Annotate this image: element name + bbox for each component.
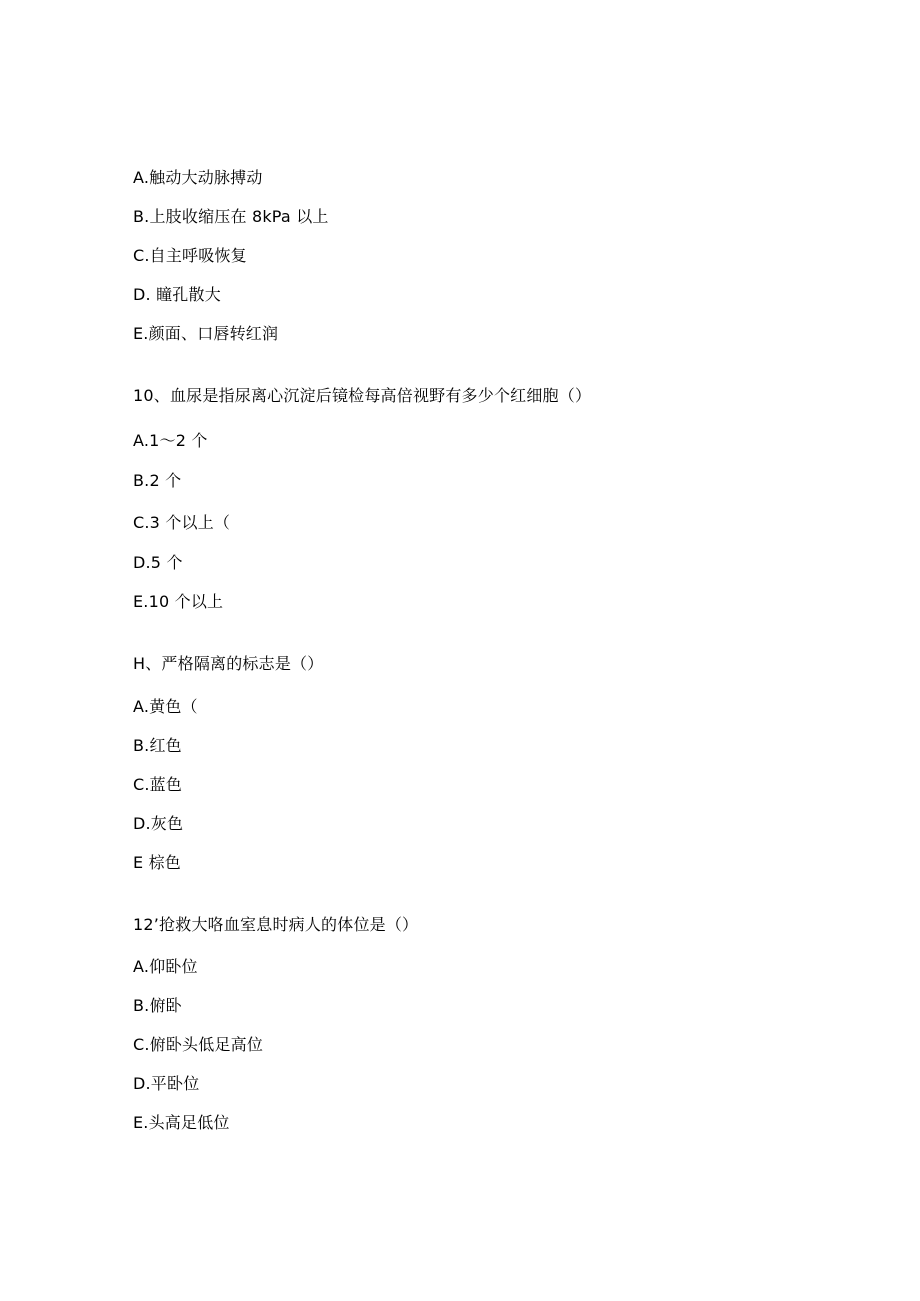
q9-option-b: B.上肢收缩压在 8kPa 以上 <box>133 207 329 226</box>
q12-option-b: B.俯卧 <box>133 996 182 1015</box>
q11-stem: H、严格隔离的标志是（） <box>133 654 324 673</box>
q10-option-a: A.1～2 个 <box>133 431 208 450</box>
q11-option-b: B.红色 <box>133 736 182 755</box>
q11-option-d: D.灰色 <box>133 814 184 833</box>
q9-option-e: E.颜面、口唇转红润 <box>133 324 279 343</box>
q12-option-e: E.头高足低位 <box>133 1113 230 1132</box>
q12-option-c: C.俯卧头低足高位 <box>133 1035 264 1054</box>
q12-option-a: A.仰卧位 <box>133 957 198 976</box>
q9-option-c: C.自主呼吸恢复 <box>133 246 247 265</box>
q10-stem: 10、血尿是指尿离心沉淀后镜检每高倍视野有多少个红细胞（） <box>133 386 592 405</box>
q11-option-e: E 棕色 <box>133 853 181 872</box>
q10-option-c: C.3 个以上（ <box>133 513 231 532</box>
q10-option-b: B.2 个 <box>133 471 182 490</box>
q9-option-a: A.触动大动脉搏动 <box>133 168 263 187</box>
q11-option-a: A.黄色（ <box>133 697 198 716</box>
q12-stem: 12’抢救大咯血室息时病人的体位是（） <box>133 915 419 934</box>
q10-option-d: D.5 个 <box>133 553 183 572</box>
q11-option-c: C.蓝色 <box>133 775 183 794</box>
q12-option-d: D.平卧位 <box>133 1074 200 1093</box>
q10-option-e: E.10 个以上 <box>133 592 224 611</box>
q9-option-d: D. 瞳孔散大 <box>133 285 221 304</box>
